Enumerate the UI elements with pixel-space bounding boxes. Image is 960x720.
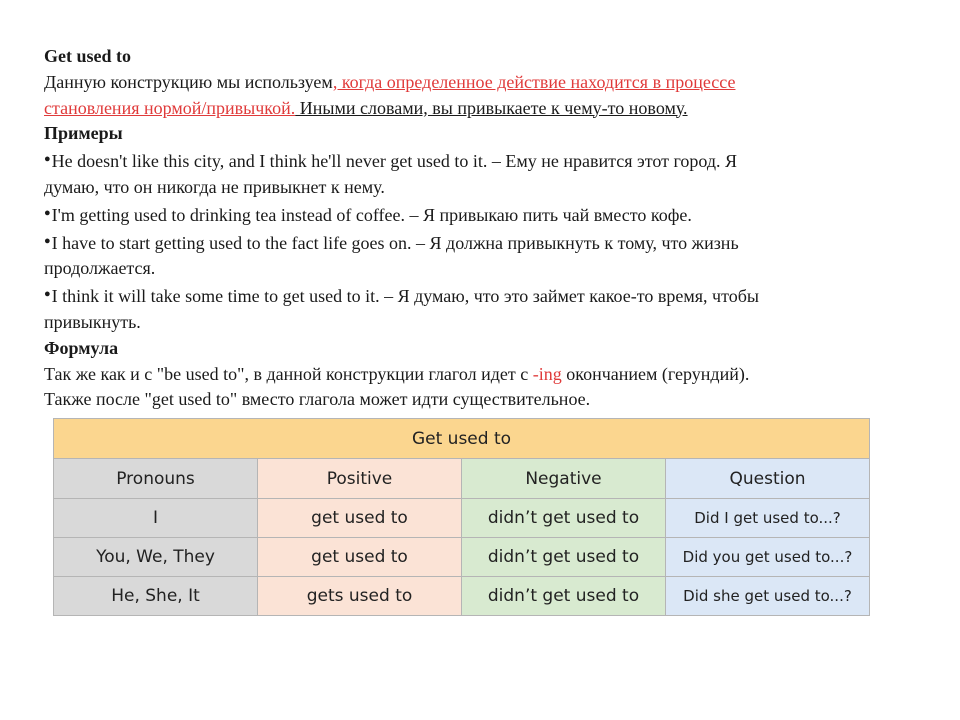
example-item [44, 147, 924, 201]
header-question: Question [666, 459, 870, 499]
example-text: думаю, что он никогда не привыкнет к нему. [44, 176, 385, 197]
table-row [54, 538, 870, 577]
cell-pronoun: He, She, It [54, 577, 258, 616]
header-positive: Positive [258, 459, 462, 499]
formula-paragraph [44, 362, 924, 414]
cell-positive: gets used to [258, 577, 462, 616]
cell-question: Did I get used to...? [666, 499, 870, 538]
cell-negative: didn’t get used to [462, 499, 666, 538]
intro-summary: Иными словами, вы привыкаете к чему-то новому. [295, 97, 688, 118]
cell-pronoun: You, We, They [54, 538, 258, 577]
intro-text: Данную конструкцию мы используем [44, 71, 333, 92]
intro-highlight-2: становления нормой/привычкой. [44, 97, 296, 118]
table-row [54, 499, 870, 538]
table-row [54, 577, 870, 616]
formula-heading: Формула [44, 337, 119, 358]
formula-text: Так же как и с "be used to", в данной конструкции глагол идет с [44, 363, 533, 384]
ing-suffix: -ing [532, 363, 562, 384]
example-text: He doesn't like this city, and I think he'll never get used to it. – Ему не нравится этот город. Я [51, 151, 738, 172]
formula-text: Также после "get used to" вместо глагола может идти существительное. [44, 389, 591, 410]
example-item [44, 229, 924, 283]
cell-question: Did she get used to...? [666, 577, 870, 616]
cell-pronoun: I [54, 499, 258, 538]
bullet-icon: ● [44, 153, 51, 166]
cell-negative: didn’t get used to [462, 577, 666, 616]
bullet-icon: ● [44, 234, 51, 247]
bullet-icon: ● [44, 206, 51, 219]
example-text: I think it will take some time to get used to it. – Я думаю, что это займет какое-то время, чтобы [51, 286, 759, 307]
intro-paragraph [44, 70, 924, 122]
header-pronouns: Pronouns [54, 459, 258, 499]
cell-positive: get used to [258, 538, 462, 577]
table-title: Get used to [54, 419, 870, 459]
example-text: привыкнуть. [44, 311, 141, 332]
examples-heading: Примеры [44, 123, 123, 144]
example-text: I'm getting used to drinking tea instead of coffee. – Я привыкаю пить чай вместо кофе. [51, 204, 692, 225]
formula-text: окончанием (герундий). [561, 363, 750, 384]
cell-positive: get used to [258, 499, 462, 538]
document-title: Get used to [44, 46, 131, 66]
intro-highlight-1: , когда определенное действие находится в процессе [332, 71, 736, 92]
document-body [44, 44, 924, 413]
cell-question: Did you get used to...? [666, 538, 870, 577]
example-text: I have to start getting used to the fact life goes on. – Я должна привыкнуть к тому, что жизнь [51, 232, 739, 253]
header-negative: Negative [462, 459, 666, 499]
cell-negative: didn’t get used to [462, 538, 666, 577]
table-header-row [54, 459, 870, 499]
example-text: продолжается. [44, 258, 156, 279]
grammar-table [53, 418, 870, 616]
table-title-row [54, 419, 870, 459]
example-item [44, 201, 924, 229]
example-item [44, 282, 924, 336]
bullet-icon: ● [44, 288, 51, 301]
